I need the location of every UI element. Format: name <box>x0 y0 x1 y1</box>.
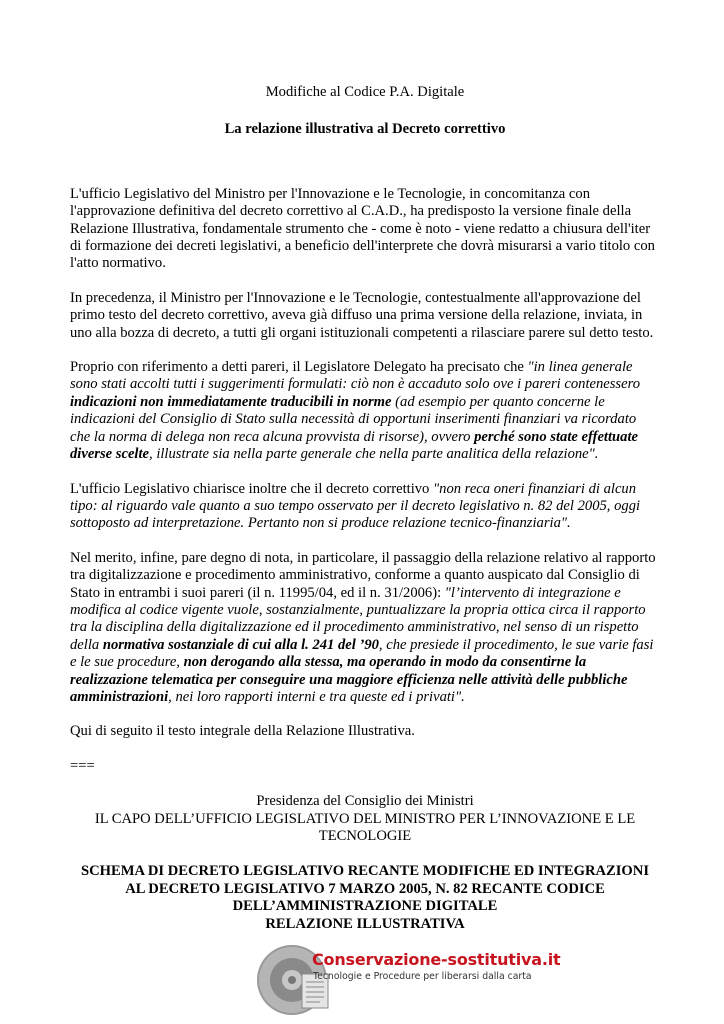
doc-title: Modifiche al Codice P.A. Digitale <box>265 84 465 100</box>
logo-tagline: Tecnologie e Procedure per liberarsi dalla carta <box>313 971 532 982</box>
separator: === <box>70 757 95 774</box>
p5-text-f: , nei loro rapporti interni e tra queste ed i privati". <box>168 688 465 705</box>
p3-bold-1: indicazioni non immediatamente traducibili in norme <box>70 393 392 410</box>
paragraph-6: Qui di seguito il testo integrale della Relazione Illustrativa. <box>70 723 415 740</box>
p5-bold-2: non derogando alla stessa, ma operando in modo da consentirne la realizzazione telematica per conseguire una maggiore efficienza nelle attività delle pubbliche amministrazioni <box>70 654 628 705</box>
logo-name: Conservazione-sostitutiva.it <box>312 950 561 969</box>
paragraph-4 <box>70 481 660 533</box>
p5-text-d: , che presiede il procedimento, le sue varie fasi e le sue procedure, <box>70 636 654 671</box>
p4-text-a: L'ufficio Legislativo chiarisce inoltre che il decreto correttivo <box>70 480 434 497</box>
relazione-heading: RELAZIONE ILLUSTRATIVA <box>265 915 465 932</box>
p3-text-a: Proprio con riferimento a detti pareri, il Legislatore Delegato ha precisato che <box>70 359 528 376</box>
doc-subtitle: La relazione illustrativa al Decreto correttivo <box>224 121 506 138</box>
p5-bold-1: normativa sostanziale di cui alla l. 241 del ’90 <box>102 636 379 653</box>
paragraph-2: In precedenza, il Ministro per l'Innovazione e le Tecnologie, contestualmente all'approvazione del primo testo del decreto correttivo, aveva già diffuso una prima versione della relazione, inviata, in uno alla bozza di decreto, a tutti gli organi istituzionali competenti a rilasciare parere sul detto testo. <box>70 289 654 341</box>
paragraph-1: L'ufficio Legislativo del Ministro per l'Innovazione e le Tecnologie, in concomitanza con l'approvazione definitiva del decreto correttivo al C.A.D., ha predisposto la versione finale della Relazione Illustrativa, fondamentale strumento che - come è noto - viene redatto a chiusura dell'iter di formazione dei decreti legislativi, a beneficio dell'interprete che dovrà misurarsi a vario titolo con l'atto normativo. <box>70 185 655 272</box>
p3-text-f: , illustrate sia nella parte generale che nella parte analitica della relazione". <box>149 446 599 463</box>
paragraph-5 <box>70 550 660 707</box>
document-body <box>70 84 660 933</box>
schema-heading: SCHEMA DI DECRETO LEGISLATIVO RECANTE MODIFICHE ED INTEGRAZIONI AL DECRETO LEGISLATIVO 7 MARZO 2005, N. 82 RECANTE CODICE DELL’AMMINISTRAZIONE DIGITALE <box>80 863 650 915</box>
p5-quote <box>70 585 653 705</box>
p5-text-a: Nel merito, infine, pare degno di nota, in particolare, il passaggio della relazione relativo al rapporto tra digitalizzazione e procedimento amministrativo, conforme a quanto auspicato dal Consiglio di Stato in entrambi i suoi pareri (il n. 11995/04, ed il n. 31/2006): <box>70 549 656 601</box>
paragraph-3 <box>70 359 660 463</box>
p3-text-b: "in linea generale sono stati accolti tutti i suggerimenti formulati: ciò non è accaduto solo ove i pareri contenessero <box>70 359 641 393</box>
p3-bold-2: perché sono state effettuate diverse scelte <box>70 428 638 463</box>
p4-quote: "non reca oneri finanziari di alcun tipo: al riguardo vale quanto a suo tempo osservato per il decreto legislativo n. 82 del 2005, oggi sottoposto ad interpretazione. Pertanto non si produce relazione tecnico-finanziaria". <box>70 480 641 532</box>
presidency-heading: Presidenza del Consiglio dei Ministri <box>256 793 474 810</box>
p3-text-d: (ad esempio per quanto concerne le indicazioni del Consiglio di Stato sulla necessità di opportuni inserimenti finanziari va ricordato che la norma di delega non reca alcuna provvista di risorse), ovvero <box>70 393 637 445</box>
office-heading: IL CAPO DELL’UFFICIO LEGISLATIVO DEL MINISTRO PER L’INNOVAZIONE E LE TECNOLOGIE <box>94 810 636 844</box>
p5-text-b: "l’intervento di integrazione e modifica al codice vigente vuole, sostanzialmente, puntualizzare la propria ottica circa il rapporto tra la disciplina della digitalizzazione ed il procedimento amministrativo, nel senso di un rispetto della <box>70 584 646 653</box>
